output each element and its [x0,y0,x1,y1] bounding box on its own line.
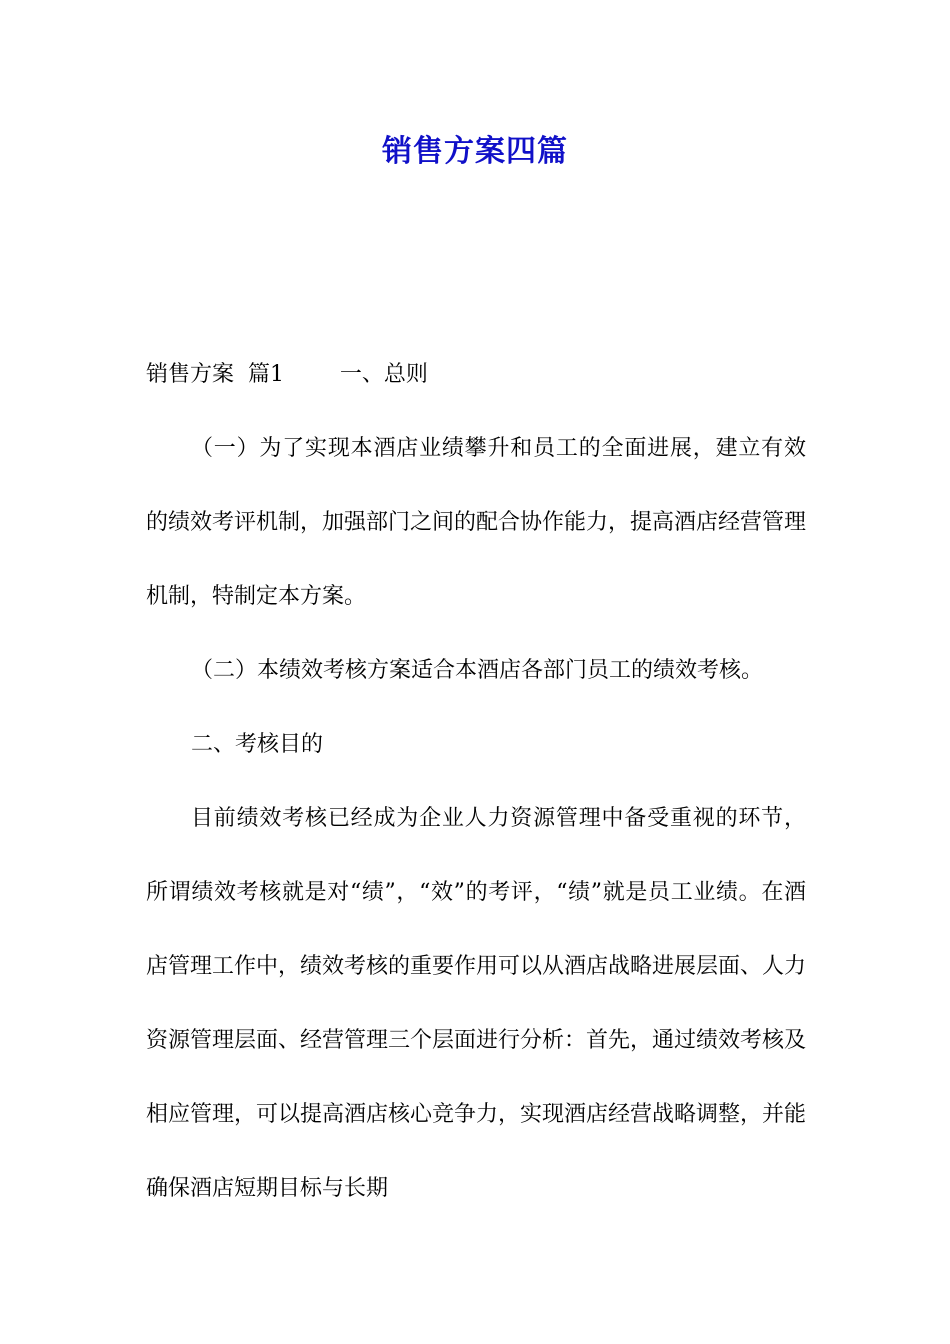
document-body [146,338,806,1226]
paragraph-2: （二）本绩效考核方案适合本酒店各部门员工的绩效考核。 [191,658,764,683]
document-title: 销售方案四篇 [382,134,568,169]
paragraph-3: 目前绩效考核已经成为企业人力资源管理中备受重视的环节，所谓绩效考核就是对“绩”，“效”的考评，“绩”就是员工业绩。在酒店管理工作中，绩效考核的重要作用可以从酒店战略进展层面、人力资源管理层面、经营管理三个层面进行分析：首先，通过绩效考核及相应管理，可以提高酒店核心竞争力，实现酒店经营战略调整，并能确保酒店短期目标与长期 [146,806,807,1201]
section-heading-line: 销售方案 篇1 一、总则 [146,362,428,387]
section-heading-2: 二、考核目的 [191,732,324,757]
paragraph-1: （一）为了实现本酒店业绩攀升和员工的全面进展，建立有效的绩效考评机制，加强部门之间的配合协作能力，提高酒店经营管理机制，特制定本方案。 [146,436,807,609]
